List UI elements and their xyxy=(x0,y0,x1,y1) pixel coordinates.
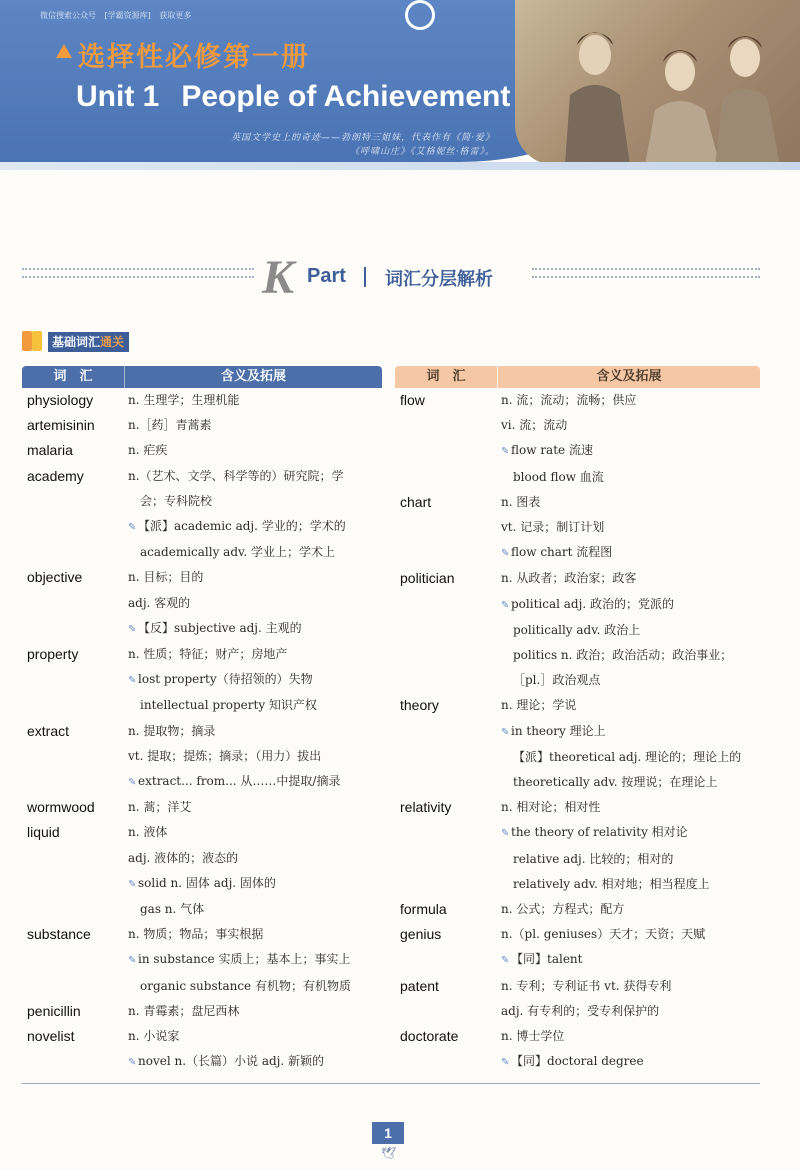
meaning-text: n.（艺术、文学、科学等的）研究院；学 xyxy=(128,468,344,483)
meaning-text: ［pl.］政治观点 xyxy=(513,673,601,688)
meaning-line xyxy=(501,999,760,1024)
meaning-text: n. 性质；特征；财产；房地产 xyxy=(128,647,288,662)
meaning-line xyxy=(501,745,760,770)
meaning-line xyxy=(501,618,760,643)
meaning-text: n. 液体 xyxy=(128,825,168,840)
meaning-text: n. 提取物；摘录 xyxy=(128,723,216,738)
part-title xyxy=(0,250,800,304)
page-number: 1 xyxy=(372,1122,404,1144)
meaning-text: n. 图表 xyxy=(501,494,541,509)
meaning-line xyxy=(128,413,382,438)
vocab-word: relativity xyxy=(400,799,452,816)
source-note-2: [学霸资源库] xyxy=(104,11,151,20)
vocab-word: wormwood xyxy=(27,799,95,816)
vocab-meaning xyxy=(498,566,760,693)
meaning-text: 【同】talent xyxy=(511,952,583,967)
meaning-text: n. 从政者；政治家；政客 xyxy=(501,571,637,586)
meaning-text: n. 物质；物品；事实根据 xyxy=(128,927,264,942)
source-note-3: 获取更多 xyxy=(159,11,192,20)
meaning-line xyxy=(501,820,760,846)
pencil-icon: ✎ xyxy=(501,548,510,560)
vocab-table-right xyxy=(395,366,760,1075)
header-meaning: 含义及拓展 xyxy=(596,369,662,384)
vocab-meaning xyxy=(125,413,382,438)
vocab-meaning xyxy=(125,565,382,642)
meaning-text: n. 专利；专利证书 vt. 获得专利 xyxy=(501,978,672,993)
meaning-text: 【同】doctoral degree xyxy=(511,1054,644,1069)
meaning-line xyxy=(501,1024,760,1049)
meaning-line xyxy=(501,515,760,540)
table-row xyxy=(395,795,760,897)
vocab-word: substance xyxy=(27,926,91,943)
vocab-meaning xyxy=(125,438,382,463)
meaning-text: n. 理论；学说 xyxy=(501,698,577,713)
table-row xyxy=(395,566,760,693)
table-row xyxy=(22,413,382,438)
vocab-word: politician xyxy=(400,570,455,587)
section-title-accent: 通关 xyxy=(100,335,125,349)
table-row xyxy=(395,490,760,567)
header-wave-band xyxy=(0,162,800,170)
vocab-meaning xyxy=(498,388,760,490)
vocab-word: flow xyxy=(400,392,425,408)
vocab-word: formula xyxy=(400,901,447,918)
meaning-text: 【派】theoretical adj. 理论的；理论上的 xyxy=(513,749,742,764)
table-row xyxy=(22,999,382,1024)
meaning-line xyxy=(501,719,760,745)
meaning-text: solid n. 固体 adj. 固体的 xyxy=(138,875,276,890)
meaning-text: extract... from... 从……中提取/摘录 xyxy=(138,774,341,789)
meaning-line xyxy=(501,566,760,591)
meaning-text: novel n.（长篇）小说 adj. 新颖的 xyxy=(138,1054,325,1069)
meaning-text: n. 博士学位 xyxy=(501,1029,565,1044)
meaning-line xyxy=(501,947,760,973)
meaning-text: adj. 液体的；液态的 xyxy=(128,850,239,865)
header-word: 词 汇 xyxy=(395,366,498,388)
meaning-line xyxy=(128,1049,382,1075)
meaning-text: in theory 理论上 xyxy=(511,723,606,738)
meaning-text: n. 公式；方程式；配方 xyxy=(501,902,625,917)
meaning-line xyxy=(128,642,382,667)
header-source-note xyxy=(40,10,197,21)
bird-icon: 🕊 xyxy=(381,1146,397,1160)
meaning-line xyxy=(128,897,382,922)
unit-label: Unit 1 xyxy=(76,80,160,113)
meaning-line xyxy=(501,540,760,566)
meaning-line xyxy=(128,591,382,616)
header-meaning: 含义及拓展 xyxy=(220,369,286,384)
meaning-text: theoretically adv. 按理说；在理论上 xyxy=(513,775,718,790)
table-row xyxy=(22,642,382,719)
meaning-text: politics n. 政治；政治活动；政治事业； xyxy=(513,648,733,663)
meaning-line xyxy=(128,464,382,489)
meaning-line xyxy=(501,643,760,668)
meaning-line xyxy=(128,947,382,973)
vocab-word: academy xyxy=(27,467,84,484)
meaning-text: 【派】academic adj. 学业的；学术的 xyxy=(138,519,346,534)
meaning-line xyxy=(128,999,382,1024)
meaning-text: flow chart 流程图 xyxy=(511,545,613,560)
meaning-text: gas n. 气体 xyxy=(140,902,205,917)
vocab-word: theory xyxy=(400,697,439,714)
meaning-line xyxy=(501,438,760,464)
meaning-line xyxy=(501,872,760,897)
meaning-line xyxy=(128,438,382,463)
pencil-icon: ✎ xyxy=(501,828,510,840)
meaning-line xyxy=(501,668,760,693)
vocab-meaning xyxy=(498,974,760,1024)
pencil-icon: ✎ xyxy=(128,878,137,890)
meaning-line xyxy=(501,897,760,922)
meaning-text: academically adv. 学业上；学术上 xyxy=(140,545,335,560)
table-row xyxy=(22,565,382,642)
meaning-text: relatively adv. 相对地；相当程度上 xyxy=(513,876,710,891)
meaning-line xyxy=(128,1024,382,1049)
meaning-text: organic substance 有机物；有机物质 xyxy=(140,978,351,993)
vocab-word: genius xyxy=(400,926,442,943)
pencil-icon: ✎ xyxy=(128,955,137,967)
meaning-line xyxy=(501,413,760,438)
table-row xyxy=(22,820,382,922)
meaning-line xyxy=(128,871,382,897)
table-header xyxy=(395,366,760,388)
pencil-icon: ✎ xyxy=(501,599,510,611)
table-body xyxy=(395,388,760,1075)
dotted-rule-right xyxy=(532,268,760,278)
table-row xyxy=(22,795,382,820)
vocab-word: novelist xyxy=(27,1028,75,1045)
table-row xyxy=(395,922,760,973)
meaning-line xyxy=(128,719,382,744)
pencil-icon: ✎ xyxy=(501,1057,510,1069)
vocab-meaning xyxy=(125,464,382,566)
meaning-text: 会；专科院校 xyxy=(140,493,213,508)
meaning-line xyxy=(128,514,382,540)
dotted-rule-left xyxy=(22,268,254,278)
meaning-line xyxy=(501,847,760,872)
meaning-line xyxy=(128,565,382,590)
vocab-meaning xyxy=(498,922,760,973)
meaning-text: vt. 提取；提炼；摘录；（用力）拔出 xyxy=(128,748,322,763)
part-separator xyxy=(364,267,366,287)
meaning-text: n. 生理学；生理机能 xyxy=(128,393,240,407)
vocab-word: liquid xyxy=(27,824,60,841)
meaning-line xyxy=(501,1049,760,1075)
vocab-table-left xyxy=(22,366,382,1075)
meaning-text: relative adj. 比较的；相对的 xyxy=(513,851,674,866)
meaning-line xyxy=(501,490,760,515)
pencil-icon: ✎ xyxy=(501,726,510,738)
part-heading: 词汇分层解析 xyxy=(385,269,493,290)
meaning-text: blood flow 血流 xyxy=(513,469,604,484)
meaning-text: vi. 流；流动 xyxy=(501,418,568,433)
vocab-meaning xyxy=(125,1024,382,1075)
table-row xyxy=(395,388,760,490)
bottom-rule xyxy=(22,1083,760,1084)
part-letter: K xyxy=(262,251,295,304)
header-word: 词 汇 xyxy=(22,366,125,388)
table-row xyxy=(22,438,382,463)
meaning-text: intellectual property 知识产权 xyxy=(140,698,317,713)
page-header xyxy=(0,0,800,170)
meaning-text: 【反】subjective adj. 主观的 xyxy=(138,620,302,635)
meaning-line xyxy=(501,388,760,413)
vocab-word: chart xyxy=(400,493,432,510)
vocab-meaning xyxy=(125,922,382,999)
meaning-text: vt. 记录；制订计划 xyxy=(501,520,605,535)
table-row xyxy=(22,388,382,413)
portrait-illustration xyxy=(515,0,800,165)
meaning-text: n. 目标；目的 xyxy=(128,570,204,585)
meaning-line xyxy=(501,592,760,618)
meaning-text: n. 流；流动；流畅；供应 xyxy=(501,393,637,407)
meaning-text: the theory of relativity 相对论 xyxy=(511,825,688,840)
vocab-word: objective xyxy=(27,569,83,586)
table-row xyxy=(22,464,382,566)
vocab-meaning xyxy=(498,1024,760,1075)
vocab-meaning xyxy=(498,693,760,795)
meaning-line xyxy=(128,489,382,514)
pencil-icon: ✎ xyxy=(128,675,137,687)
meaning-text: political adj. 政治的；党派的 xyxy=(511,596,674,611)
table-row xyxy=(395,974,760,1024)
section-title xyxy=(48,332,129,352)
part-label: Part xyxy=(307,265,346,287)
meaning-line xyxy=(128,667,382,693)
vocab-word: artemisinin xyxy=(27,417,95,434)
unit-name: People of Achievement xyxy=(181,80,511,113)
meaning-line xyxy=(128,795,382,820)
book-title: 选择性必修第一册 xyxy=(78,42,310,73)
meaning-line xyxy=(501,922,760,947)
meaning-text: adj. 客观的 xyxy=(128,595,191,610)
vocab-meaning xyxy=(125,795,382,820)
meaning-line xyxy=(128,616,382,642)
pencil-icon: ✎ xyxy=(128,522,137,534)
meaning-line xyxy=(128,974,382,999)
meaning-line xyxy=(128,769,382,795)
unit-title xyxy=(76,80,510,114)
pencil-icon: ✎ xyxy=(128,777,137,789)
table-row xyxy=(395,693,760,795)
vocab-meaning xyxy=(125,642,382,719)
subtitle-line-1: 英国文学史上的奇迹——勃朗特三姐妹，代表作有《简·爱》 xyxy=(231,133,495,143)
vocab-word: malaria xyxy=(27,442,73,459)
section-title-main: 基础词汇 xyxy=(52,335,101,349)
triangle-icon xyxy=(56,44,72,58)
source-note-1: 微信搜索公众号 xyxy=(40,11,96,20)
meaning-line xyxy=(128,744,382,769)
meaning-text: n.（pl. geniuses）天才；天资；天赋 xyxy=(501,927,706,942)
table-body xyxy=(22,388,382,1075)
vocab-meaning xyxy=(125,388,382,413)
meaning-line xyxy=(128,820,382,845)
vocab-meaning xyxy=(498,490,760,567)
meaning-text: n. 小说家 xyxy=(128,1029,180,1044)
table-row xyxy=(395,1024,760,1075)
vocab-meaning xyxy=(125,719,382,796)
open-book-icon xyxy=(22,331,44,351)
meaning-text: n. 相对论；相对性 xyxy=(501,800,601,815)
pencil-icon: ✎ xyxy=(128,1057,137,1069)
vocab-meaning xyxy=(125,999,382,1024)
vocab-word: physiology xyxy=(27,392,94,408)
meaning-line xyxy=(501,465,760,490)
table-header xyxy=(22,366,382,388)
meaning-line xyxy=(501,974,760,999)
meaning-text: in substance 实质上；基本上；事实上 xyxy=(138,952,351,967)
table-row xyxy=(22,922,382,999)
table-row xyxy=(22,719,382,796)
bronte-sisters-portrait xyxy=(515,0,800,165)
meaning-text: n. 蒿；洋艾 xyxy=(128,800,192,815)
meaning-line xyxy=(128,540,382,565)
vocab-meaning xyxy=(498,795,760,897)
vocab-meaning xyxy=(498,897,760,922)
pencil-icon: ✎ xyxy=(128,623,137,635)
vocab-word: property xyxy=(27,646,79,663)
vocab-word: doctorate xyxy=(400,1028,459,1045)
meaning-line xyxy=(128,922,382,947)
meaning-line xyxy=(128,388,382,413)
table-row xyxy=(395,897,760,922)
vocab-word: extract xyxy=(27,722,70,739)
meaning-line xyxy=(128,693,382,718)
meaning-text: n. 疟疾 xyxy=(128,443,168,458)
meaning-line xyxy=(128,846,382,871)
header-subtitle xyxy=(115,131,495,159)
meaning-line xyxy=(501,770,760,795)
meaning-text: n.［药］青蒿素 xyxy=(128,418,212,433)
meaning-text: adj. 有专利的；受专利保护的 xyxy=(501,1003,660,1018)
subtitle-line-2: 《呼啸山庄》《艾格妮丝·格雷》。 xyxy=(350,147,495,157)
table-row xyxy=(22,1024,382,1075)
meaning-text: n. 青霉素；盘尼西林 xyxy=(128,1003,240,1018)
vocab-word: penicillin xyxy=(27,1002,81,1019)
ring-decoration xyxy=(405,0,435,30)
meaning-line xyxy=(501,693,760,718)
meaning-text: politically adv. 政治上 xyxy=(513,622,641,637)
vocab-word: patent xyxy=(400,977,439,994)
meaning-line xyxy=(501,795,760,820)
meaning-text: flow rate 流速 xyxy=(511,443,593,458)
pencil-icon: ✎ xyxy=(501,446,510,458)
pencil-icon: ✎ xyxy=(501,955,510,967)
vocab-meaning xyxy=(125,820,382,922)
meaning-text: lost property（待招领的）失物 xyxy=(138,672,313,687)
